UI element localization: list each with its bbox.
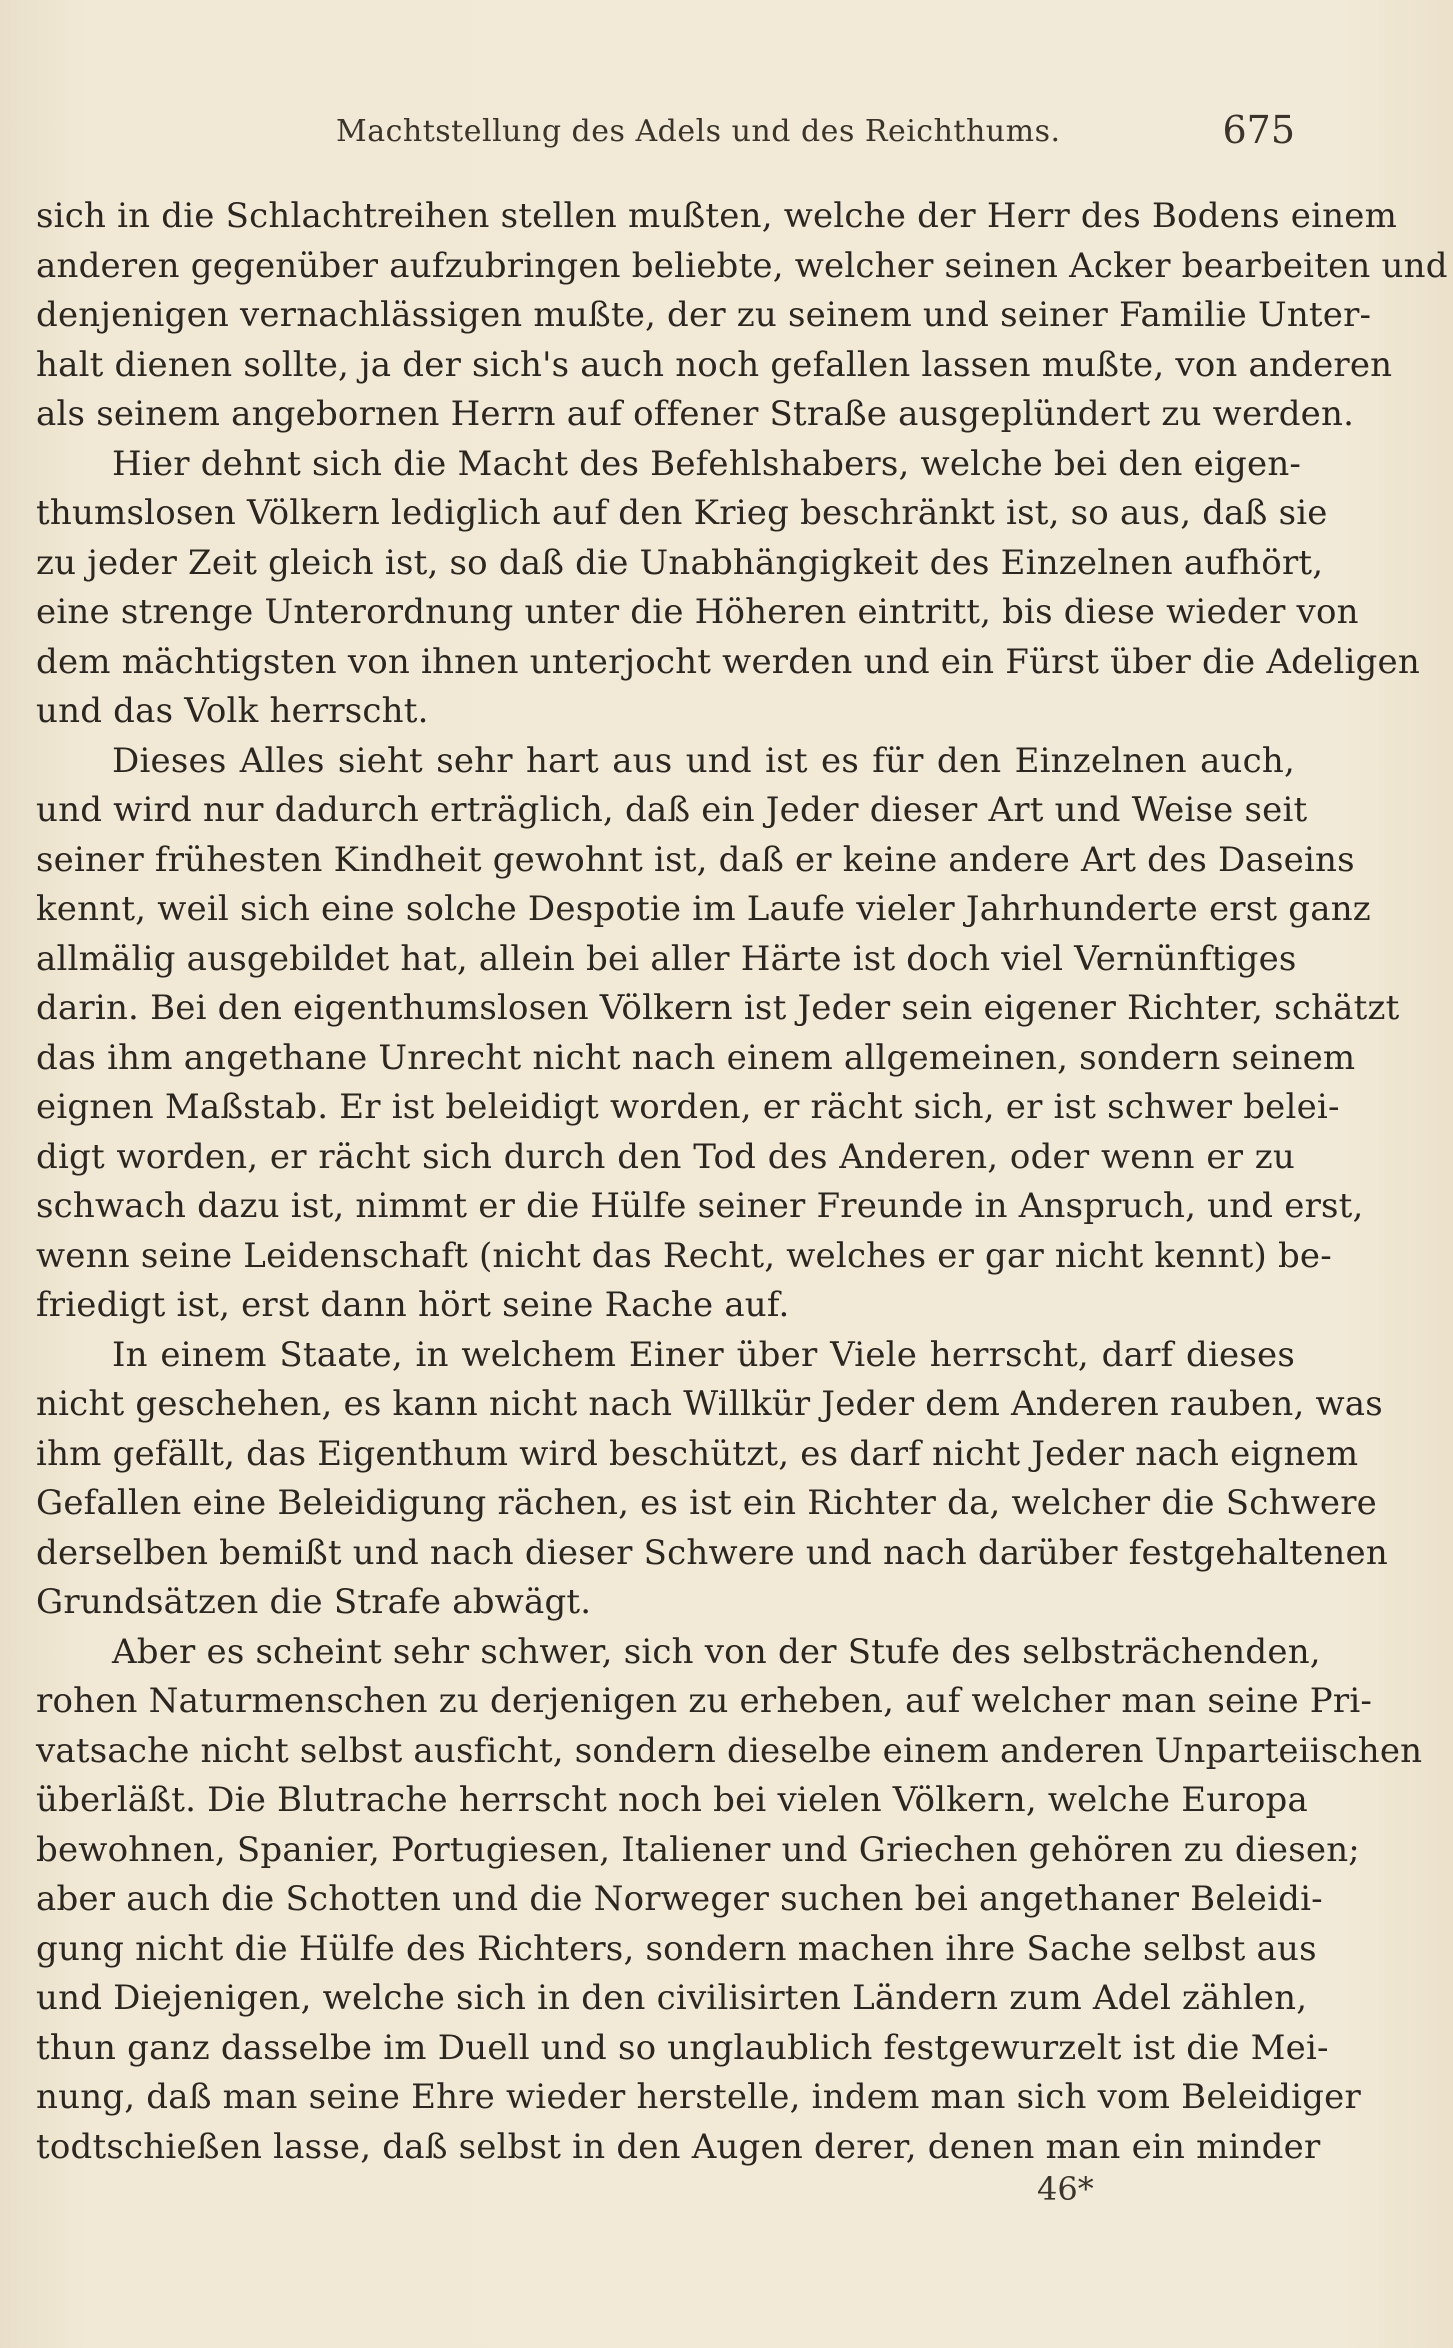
page-header — [36, 108, 1295, 158]
text-line: aber auch die Schotten und die Norweger suchen bei angethaner Beleidi- — [36, 1879, 1323, 1919]
text-line: derselben bemißt und nach dieser Schwere und nach darüber festgehaltenen — [36, 1532, 1388, 1573]
text-line: nicht geschehen, es kann nicht nach Willkür Jeder dem Anderen rauben, was — [36, 1384, 1383, 1424]
text-line: überläßt. Die Blutrache herrscht noch bei vielen Völkern, welche Europa — [36, 1780, 1308, 1820]
text-line: denjenigen vernachlässigen mußte, der zu seinem und seiner Familie Unter- — [36, 295, 1372, 335]
text-line: darin. Bei den eigenthumslosen Völkern ist Jeder sein eigener Richter, schätzt — [36, 988, 1400, 1028]
text-line: ihm gefällt, das Eigenthum wird beschützt, es darf nicht Jeder nach eignem — [36, 1433, 1359, 1474]
text-line: Grundsätzen die Strafe abwägt. — [36, 1582, 592, 1622]
text-line: halt dienen sollte, ja der sich's auch noch gefallen lassen mußte, von anderen — [36, 344, 1393, 385]
text-line: nung, daß man seine Ehre wieder herstelle, indem man sich vom Beleidiger — [36, 2077, 1361, 2117]
text-line: thun ganz dasselbe im Duell und so unglaublich festgewurzelt ist die Mei- — [36, 2027, 1329, 2068]
text-line: Aber es scheint sehr schwer, sich von der Stufe des selbsträchenden, — [112, 1631, 1321, 1672]
running-title: Machtstellung des Adels und des Reichthums. — [336, 114, 1061, 149]
text-line: vatsache nicht selbst ausficht, sondern dieselbe einem anderen Unparteiischen — [36, 1730, 1423, 1771]
text-line: thumslosen Völkern lediglich auf den Krieg beschränkt ist, so aus, daß sie — [36, 493, 1328, 533]
text-line: das ihm angethane Unrecht nicht nach einem allgemeinen, sondern seinem — [36, 1037, 1356, 1078]
text-line: schwach dazu ist, nimmt er die Hülfe seiner Freunde in Anspruch, und erst, — [36, 1186, 1364, 1226]
text-line: bewohnen, Spanier, Portugiesen, Italiener und Griechen gehören zu diesen; — [36, 1829, 1360, 1870]
text-line: zu jeder Zeit gleich ist, so daß die Unabhängigkeit des Einzelnen aufhört, — [36, 542, 1324, 583]
page-number: 675 — [1222, 108, 1295, 152]
text-line: sich in die Schlachtreihen stellen mußten, welche der Herr des Bodens einem — [36, 196, 1398, 236]
text-line: digt worden, er rächt sich durch den Tod des Anderen, oder wenn er zu — [36, 1136, 1295, 1177]
text-line: In einem Staate, in welchem Einer über Viele herrscht, darf dieses — [112, 1334, 1295, 1375]
text-line: friedigt ist, erst dann hört seine Rache auf. — [36, 1285, 790, 1325]
text-line: dem mächtigsten von ihnen unterjocht werden und ein Fürst über die Adeligen — [36, 641, 1420, 682]
text-line: rohen Naturmenschen zu derjenigen zu erheben, auf welcher man seine Pri- — [36, 1681, 1373, 1721]
text-line: als seinem angebornen Herrn auf offener Straße ausgeplündert zu werden. — [36, 394, 1355, 434]
signature-mark: 46* — [1037, 2170, 1094, 2208]
text-line: eine strenge Unterordnung unter die Höheren eintritt, bis diese wieder von — [36, 592, 1359, 632]
text-line: eignen Maßstab. Er ist beleidigt worden, er rächt sich, er ist schwer belei- — [36, 1087, 1340, 1127]
text-line: seiner frühesten Kindheit gewohnt ist, daß er keine andere Art des Daseins — [36, 839, 1355, 880]
text-line: Dieses Alles sieht sehr hart aus und ist es für den Einzelnen auch, — [112, 740, 1295, 781]
text-line: und wird nur dadurch erträglich, daß ein Jeder dieser Art und Weise seit — [36, 790, 1308, 830]
text-line: kennt, weil sich eine solche Despotie im Laufe vieler Jahrhunderte erst ganz — [36, 889, 1371, 929]
text-line: und Diejenigen, welche sich in den civilisirten Ländern zum Adel zählen, — [36, 1978, 1308, 2018]
text-line: wenn seine Leidenschaft (nicht das Recht, welches er gar nicht kennt) be- — [36, 1235, 1332, 1276]
text-line: gung nicht die Hülfe des Richters, sondern machen ihre Sache selbst aus — [36, 1928, 1317, 1969]
text-line: allmälig ausgebildet hat, allein bei aller Härte ist doch viel Vernünftiges — [36, 938, 1297, 979]
text-line: Hier dehnt sich die Macht des Befehlshabers, welche bei den eigen- — [112, 443, 1302, 484]
text-line: todtschießen lasse, daß selbst in den Augen derer, denen man ein minder — [36, 2126, 1321, 2167]
text-line: anderen gegenüber aufzubringen beliebte, welcher seinen Acker bearbeiten und — [36, 245, 1448, 286]
text-line: Gefallen eine Beleidigung rächen, es ist ein Richter da, welcher die Schwere — [36, 1483, 1377, 1523]
text-line: und das Volk herrscht. — [36, 691, 429, 731]
body-text — [36, 192, 1448, 2172]
